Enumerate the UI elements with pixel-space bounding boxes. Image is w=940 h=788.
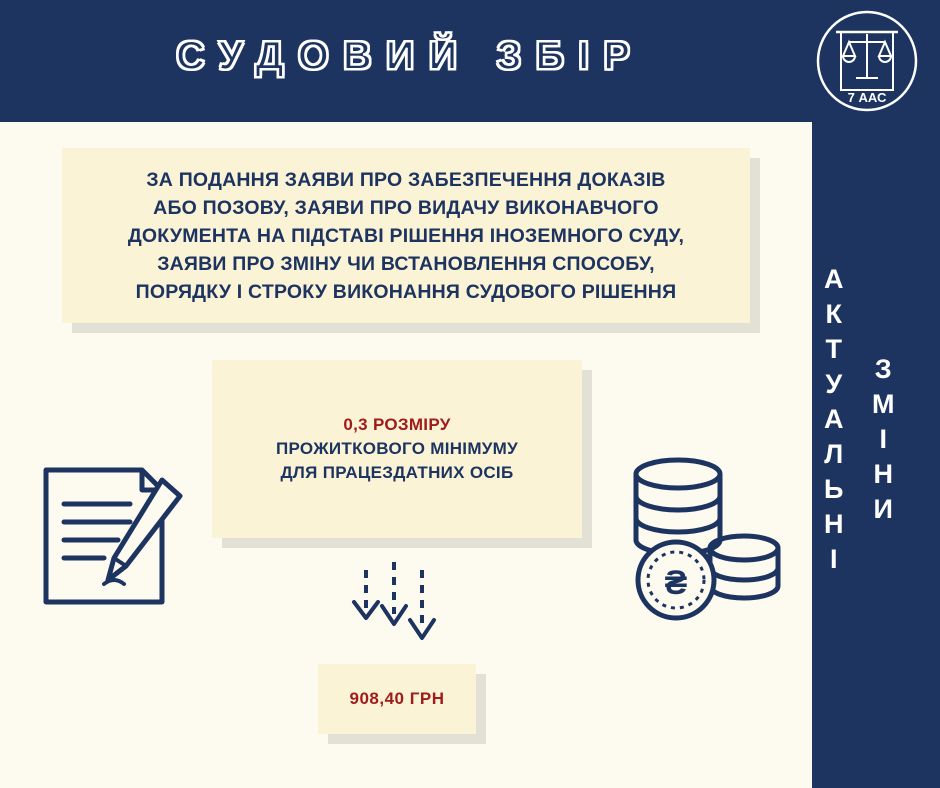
description-box — [62, 148, 750, 323]
side-word-zminy: З М І Н И — [872, 354, 896, 524]
rate-line-1: 0,3 РОЗМІРУ — [343, 415, 451, 434]
svg-text:₴: ₴ — [664, 564, 688, 602]
down-arrows-icon — [344, 552, 454, 667]
description-line-3: ДОКУМЕНТА НА ПІДСТАВІ РІШЕННЯ ІНОЗЕМНОГО СУДУ, — [127, 224, 685, 247]
amount-box — [318, 664, 476, 734]
header-bar — [0, 0, 940, 122]
scales-of-justice-icon — [816, 10, 918, 112]
description-line-4: ЗАЯВИ ПРО ЗМІНУ ЧИ ВСТАНОВЛЕННЯ СПОСОБУ, — [157, 252, 655, 275]
emblem-label: 7 ААС — [847, 90, 887, 105]
stack-of-coins-hryvnia-icon — [620, 452, 790, 637]
document-with-pen-icon — [34, 462, 194, 617]
description-line-5: ПОРЯДКУ І СТРОКУ ВИКОНАННЯ СУДОВОГО РІШЕННЯ — [135, 280, 677, 303]
amount-value: 908,40 ГРН — [349, 689, 445, 708]
description-line-1: ЗА ПОДАННЯ ЗАЯВИ ПРО ЗАБЕЗПЕЧЕННЯ ДОКАЗІВ — [146, 168, 666, 191]
side-strip — [812, 122, 940, 788]
rate-line-2: ПРОЖИТКОВОГО МІНІМУМУ — [276, 439, 518, 458]
page-title: СУДОВИЙ ЗБІР — [176, 34, 644, 78]
side-word-aktualni: А К Т У А Л Ь Н І — [824, 264, 845, 574]
rate-text — [276, 413, 518, 485]
description-text — [116, 166, 696, 306]
rate-line-3: ДЛЯ ПРАЦЕЗДАТНИХ ОСІБ — [280, 463, 514, 482]
court-emblem — [816, 10, 918, 112]
rate-box — [212, 360, 582, 538]
description-line-2: АБО ПОЗОВУ, ЗАЯВИ ПРО ВИДАЧУ ВИКОНАВЧОГО — [153, 196, 659, 219]
